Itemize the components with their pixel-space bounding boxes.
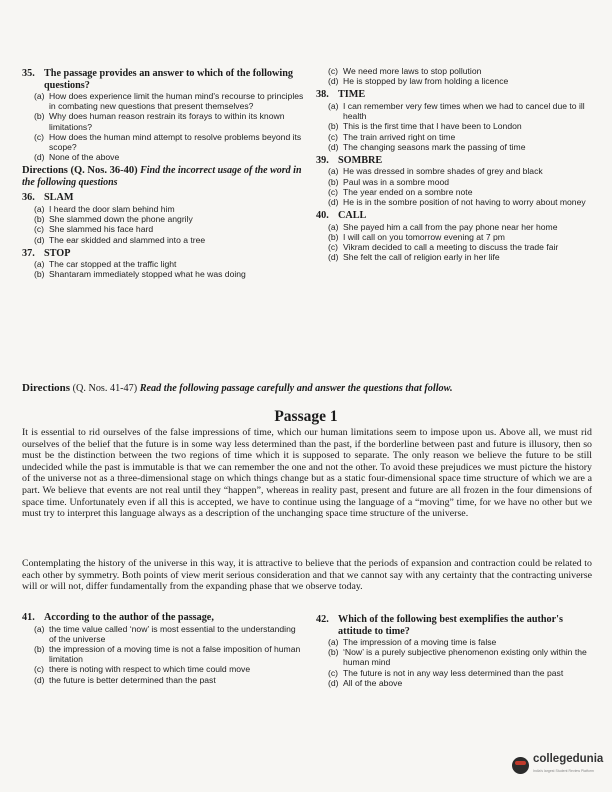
option-label: (d)	[328, 197, 339, 208]
option-label: (c)	[328, 667, 339, 678]
option-text: We need more laws to stop pollution	[343, 66, 482, 76]
question	[22, 192, 304, 244]
option-text: The changing seasons mark the passing of time	[343, 141, 526, 152]
question-text: STOP	[44, 247, 71, 259]
answer-option	[316, 197, 594, 207]
answer-option	[316, 66, 594, 76]
answer-option	[316, 166, 594, 176]
option-text: Shantaram immediately stopped what he was doing	[49, 269, 246, 280]
question	[22, 248, 304, 280]
option-text: The car stopped at the traffic light	[49, 259, 177, 270]
question-stem	[22, 68, 304, 91]
option-label: (a)	[328, 637, 339, 647]
option-text: ‘Now’ is a purely subjective phenomenon existing only within the human mind	[343, 647, 587, 668]
question-number: 37.	[22, 247, 35, 259]
passage-paragraph: Contemplating the history of the universe in this way, it is attractive to believe that the periods of expansion and contraction could be related to each other by symmetry. Both points of view merit serious consideration and that we cannot say with any certainty that the contracting universe will or will not, differ fundamentally from the expanding phase that we observe today.	[22, 558, 592, 593]
answer-option	[316, 76, 594, 86]
option-text: None of the above	[49, 152, 120, 163]
answer-option	[316, 678, 594, 688]
answer-option	[316, 187, 594, 197]
option-label: (b)	[34, 111, 45, 122]
option-text: The impression of a moving time is false	[343, 637, 497, 647]
answer-option	[22, 269, 304, 279]
option-text: She slammed his face hard	[49, 224, 154, 235]
option-label: (b)	[328, 231, 339, 242]
right-column	[316, 66, 594, 266]
option-label: (c)	[34, 224, 45, 235]
answer-option	[22, 132, 304, 152]
question	[316, 210, 594, 262]
answer-option	[316, 101, 594, 121]
question-stem	[316, 614, 594, 637]
passage-paragraph: It is essential to rid ourselves of the false impressions of time, which our human limitations seem to impose upon us. Above all, we must rid ourselves of the belief that the future is in some way less determined than the past, if the borderline between past and future is illusory, then so must be the distinction between the two regions of time which it is supposed to separate. The only reason we believe the future to be still undecided while the past is immutable is that we can remember the one and not the other. To avoid these prejudices we must picture the history of the universe not as a three-dimensional stage on which things change but as a static four-dimensional space time structure of which we are a part. We believe that events are not real until they “happen”, whereas in reality past, present and future are all frozen in the four dimensions of space time. Unfortunately even if all this is accepted, we have to continue using the language of a “moving” time, for we have no other but we must try to interpret this language always as a description of the unchanging space time structure of the universe.	[22, 427, 592, 520]
option-text: He is in the sombre position of not having to worry about money	[343, 197, 586, 208]
option-label: (d)	[34, 152, 45, 163]
question-number: 35.	[22, 68, 35, 79]
directions-41-47: Directions (Q. Nos. 41-47) Read the following passage carefully and answer the questions that follow.	[22, 382, 453, 394]
question-text: CALL	[338, 210, 367, 222]
question-number: 40.	[316, 210, 329, 222]
option-label: (a)	[34, 259, 45, 270]
question-text: TIME	[338, 89, 366, 101]
answer-option	[22, 152, 304, 162]
option-text: the time value called ‘now’ is most essential to the understanding of the universe	[49, 623, 296, 644]
option-text: Vikram decided to call a meeting to discuss the trade fair	[343, 242, 559, 253]
option-label: (c)	[328, 186, 339, 197]
answer-option	[316, 232, 594, 242]
left-column	[22, 68, 304, 283]
question-number: 41.	[22, 612, 35, 623]
question-text: SLAM	[44, 192, 74, 204]
answer-option	[22, 224, 304, 234]
answer-option	[316, 647, 594, 667]
answer-option	[316, 177, 594, 187]
question-number: 36.	[22, 192, 35, 204]
question-stem	[22, 612, 304, 624]
directions-36-40: Directions (Q. Nos. 36-40) Find the incorrect usage of the word in the following questions	[22, 165, 302, 188]
question-number: 42.	[316, 614, 329, 625]
option-text: She felt the call of religion early in her life	[343, 252, 500, 263]
answer-option	[22, 214, 304, 224]
answer-option	[22, 235, 304, 245]
collegedunia-logo	[512, 754, 603, 777]
option-text: She slammed down the phone angrily	[49, 214, 193, 225]
answer-option	[22, 644, 304, 664]
option-label: (b)	[34, 214, 45, 225]
option-label: (d)	[328, 76, 339, 87]
option-label: (d)	[34, 234, 45, 245]
option-label: (c)	[328, 242, 339, 253]
answer-option	[316, 668, 594, 678]
option-label: (b)	[34, 269, 45, 280]
option-label: (a)	[328, 221, 339, 232]
option-label: (d)	[34, 674, 45, 685]
option-label: (a)	[34, 623, 45, 634]
question	[316, 89, 594, 152]
question-stem	[22, 192, 304, 204]
option-label: (d)	[328, 252, 339, 263]
option-label: (c)	[34, 131, 45, 142]
answer-option	[316, 222, 594, 232]
option-label: (a)	[328, 100, 339, 111]
answer-option	[22, 204, 304, 214]
option-label: (b)	[328, 647, 339, 658]
option-text: Paul was in a sombre mood	[343, 176, 450, 187]
option-text: The ear skidded and slammed into a tree	[49, 234, 206, 245]
option-text: I heard the door slam behind him	[49, 203, 175, 214]
question-stem	[316, 155, 594, 167]
option-label: (c)	[34, 664, 45, 675]
option-text: All of the above	[343, 677, 403, 688]
option-text: The train arrived right on time	[343, 131, 456, 142]
answer-option	[22, 664, 304, 674]
option-label: (c)	[328, 131, 339, 142]
option-label: (d)	[328, 677, 339, 688]
answer-option	[316, 252, 594, 262]
option-text: She payed him a call from the pay phone near her home	[343, 221, 558, 232]
logo-tagline: India's largest Student Review Platform	[533, 769, 594, 773]
question-stem	[316, 89, 594, 101]
option-text: He was dressed in sombre shades of grey and black	[343, 166, 543, 177]
option-text: The future is not in any way less determined than the past	[343, 667, 564, 678]
answer-option	[316, 132, 594, 142]
answer-option	[316, 637, 594, 647]
question-number: 38.	[316, 89, 329, 101]
option-label: (b)	[328, 121, 339, 132]
option-text: How does the human mind attempt to resolve problems beyond its scope?	[49, 131, 302, 153]
question	[316, 614, 594, 688]
option-label: (c)	[328, 66, 339, 76]
option-label: (a)	[34, 91, 45, 101]
option-text: How does experience limit the human mind's recourse to principles in combating new questions that present themselves?	[49, 91, 304, 112]
logo-name: collegedunia	[533, 753, 604, 765]
question-text: The passage provides an answer to which of the following questions?	[44, 68, 293, 91]
option-text: there is noting with respect to which time could move	[49, 664, 251, 675]
question-stem	[316, 210, 594, 222]
question-text: According to the author of the passage,	[44, 612, 214, 623]
option-label: (d)	[328, 141, 339, 152]
option-text: the impression of a moving time is not a false imposition of human limitation	[49, 643, 301, 665]
option-label: (b)	[34, 643, 45, 654]
collegedunia-logo-icon	[512, 757, 529, 774]
question	[316, 66, 594, 86]
answer-option	[22, 675, 304, 685]
passage-title: Passage 1	[274, 408, 338, 425]
option-label: (b)	[328, 176, 339, 187]
option-label: (a)	[34, 203, 45, 214]
option-text: This is the first time that I have been to London	[343, 121, 522, 132]
bottom-right-column	[316, 614, 594, 691]
option-text: The year ended on a sombre note	[343, 186, 473, 197]
question-text: SOMBRE	[338, 154, 383, 166]
answer-option	[22, 259, 304, 269]
question	[316, 155, 594, 207]
answer-option	[22, 111, 304, 131]
question	[22, 612, 304, 685]
answer-option	[22, 91, 304, 111]
answer-option	[22, 624, 304, 644]
option-text: Why does human reason restrain its forays to within its known limitations?	[49, 111, 285, 132]
option-text: I will call on you tomorrow evening at 7 pm	[343, 231, 505, 242]
answer-option	[316, 142, 594, 152]
option-text: the future is better determined than the past	[49, 674, 216, 685]
question-stem	[22, 248, 304, 260]
answer-option	[316, 242, 594, 252]
question	[22, 68, 304, 162]
option-text: I can remember very few times when we had to cancel due to ill health	[343, 100, 585, 122]
question-text: Which of the following best exemplifies the author's attitude to time?	[338, 614, 563, 637]
answer-option	[316, 121, 594, 131]
question-number: 39.	[316, 154, 329, 166]
option-label: (a)	[328, 166, 339, 177]
bottom-left-column	[22, 612, 304, 688]
option-text: He is stopped by law from holding a licence	[343, 76, 509, 87]
